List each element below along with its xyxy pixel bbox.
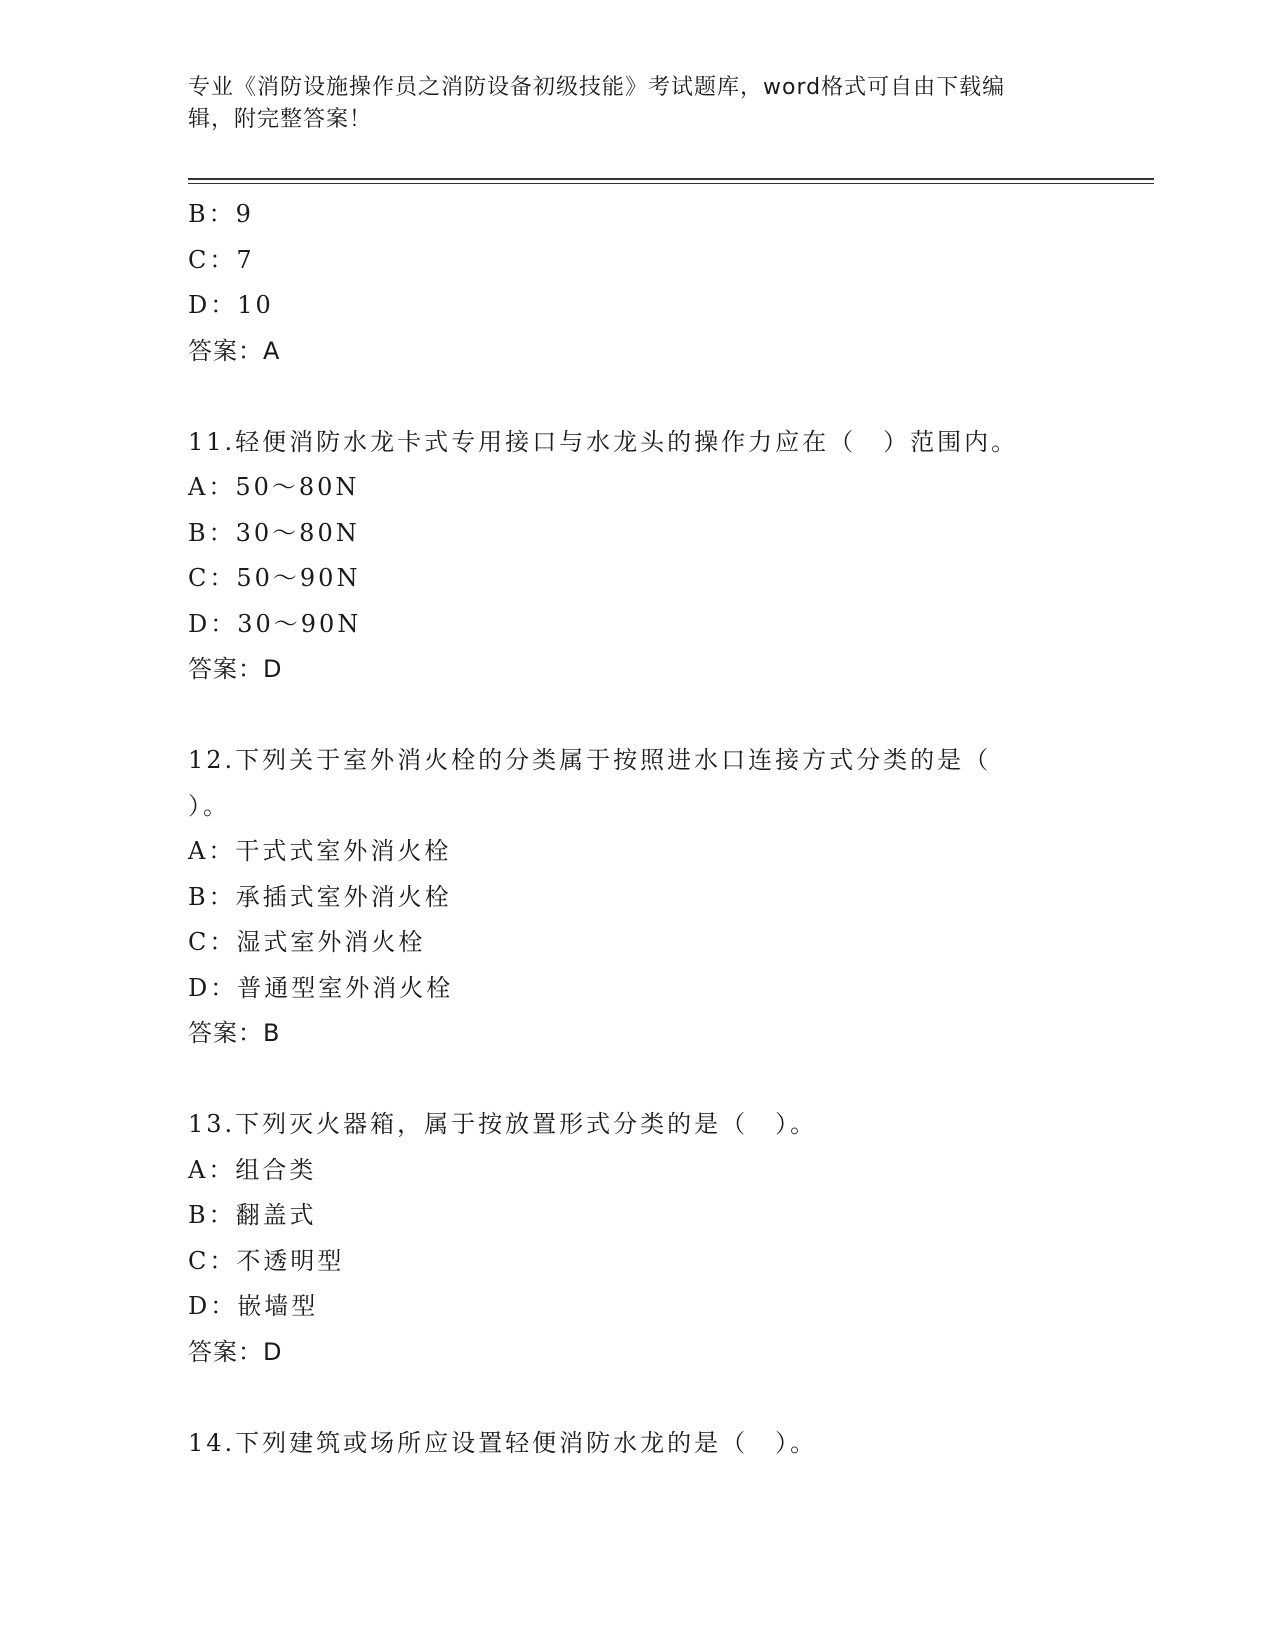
answer-label: 答案：A	[188, 336, 281, 365]
header-divider-thin	[188, 183, 1154, 184]
document-header	[188, 72, 1088, 136]
option-c: C：不透明型	[188, 1246, 345, 1275]
option-c: C：50～90N	[188, 564, 361, 592]
question-stem: 11.轻便消防水龙卡式专用接口与水龙头的操作力应在（ ）范围内。	[188, 427, 1019, 456]
option-c: C：7	[188, 245, 255, 274]
spacer	[188, 374, 1088, 420]
answer-label: 答案：B	[188, 1019, 281, 1047]
header-line-2: 辑，附完整答案！	[188, 107, 373, 132]
option-d: D：10	[188, 291, 274, 319]
option-b: B：承插式室外消火栓	[188, 882, 452, 911]
spacer	[188, 1057, 1088, 1103]
option-d: D：嵌墙型	[188, 1292, 319, 1320]
header-divider-thick	[188, 178, 1154, 180]
question-stem: 13.下列灭火器箱，属于按放置形式分类的是（ ）。	[188, 1110, 818, 1138]
option-a: A：组合类	[188, 1155, 317, 1184]
question-stem-continuation: ）。	[188, 791, 230, 820]
header-line-1: 专业《消防设施操作员之消防设备初级技能》考试题库，word格式可自由下载编	[188, 75, 1006, 100]
option-a: A：50～80N	[188, 473, 360, 501]
option-d: D：30～90N	[188, 609, 362, 638]
spacer	[188, 1375, 1088, 1421]
option-b: B：翻盖式	[188, 1201, 317, 1229]
spacer	[188, 693, 1088, 739]
answer-label: 答案：D	[188, 1337, 283, 1366]
question-stem: 12.下列关于室外消火栓的分类属于按照进水口连接方式分类的是（	[188, 746, 992, 774]
option-a: A：干式式室外消火栓	[188, 837, 452, 865]
question-stem: 14.下列建筑或场所应设置轻便消防水龙的是（ ）。	[188, 1428, 818, 1457]
option-d: D：普通型室外消火栓	[188, 973, 454, 1002]
answer-label: 答案：D	[188, 655, 283, 683]
option-c: C：湿式室外消火栓	[188, 928, 426, 956]
option-b: B：30～80N	[188, 518, 360, 547]
question-list	[188, 192, 1088, 1466]
option-b: B：9	[188, 200, 254, 228]
